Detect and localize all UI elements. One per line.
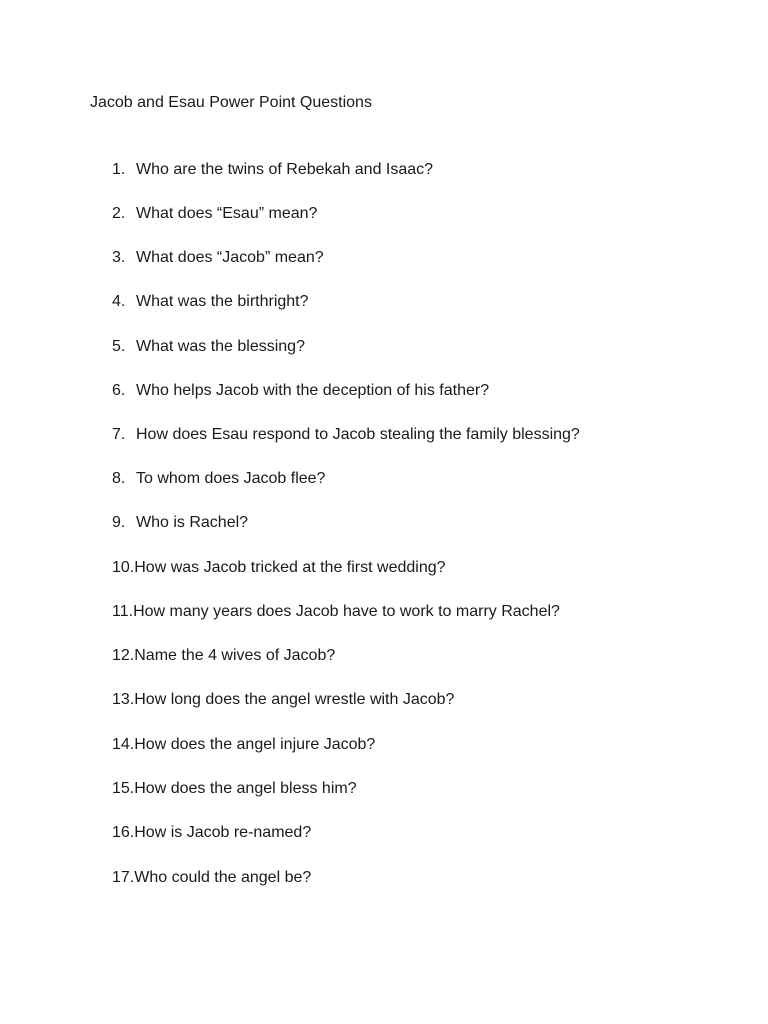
list-item — [112, 469, 325, 489]
list-item — [112, 425, 580, 445]
question-text: Name the 4 wives of Jacob? — [134, 647, 336, 664]
question-text: Who could the angel be? — [134, 869, 312, 886]
question-number: 14. — [112, 736, 135, 753]
question-text: What was the blessing? — [136, 338, 305, 355]
list-item — [112, 513, 248, 533]
question-number: 3. — [112, 249, 126, 266]
list-item — [112, 204, 317, 224]
question-text: How does the angel bless him? — [134, 780, 357, 797]
page-title: Jacob and Esau Power Point Questions — [90, 94, 372, 111]
question-text: Who are the twins of Rebekah and Isaac? — [136, 161, 434, 178]
question-number: 6. — [112, 382, 126, 399]
question-number: 4. — [112, 293, 126, 310]
list-item — [112, 160, 433, 180]
question-number: 11. — [112, 603, 134, 620]
question-number: 2. — [112, 205, 126, 222]
question-number: 8. — [112, 470, 126, 487]
question-text: Who is Rachel? — [136, 514, 249, 531]
question-text: How long does the angel wrestle with Jacob? — [134, 691, 455, 708]
question-number: 16. — [112, 824, 135, 841]
question-number: 13. — [112, 691, 135, 708]
question-number: 17. — [112, 869, 135, 886]
question-text: Who helps Jacob with the deception of his father? — [136, 382, 490, 399]
question-text: How many years does Jacob have to work to marry Rachel? — [133, 603, 560, 620]
list-item — [112, 868, 311, 888]
question-number: 12. — [112, 647, 135, 664]
list-item — [112, 823, 311, 843]
question-text: What does “Esau” mean? — [136, 205, 318, 222]
question-text: How does Esau respond to Jacob stealing the family blessing? — [136, 426, 580, 443]
list-item — [112, 690, 454, 710]
question-number: 5. — [112, 338, 126, 355]
list-item — [112, 248, 324, 268]
question-number: 10. — [112, 559, 135, 576]
list-item — [112, 381, 489, 401]
list-item — [112, 602, 560, 622]
question-text: How was Jacob tricked at the first wedding? — [134, 559, 446, 576]
question-text: What was the birthright? — [136, 293, 309, 310]
list-item — [112, 292, 309, 312]
list-item — [112, 779, 357, 799]
list-item — [112, 735, 375, 755]
question-number: 7. — [112, 426, 126, 443]
list-item — [112, 558, 446, 578]
question-number: 15. — [112, 780, 135, 797]
list-item — [112, 646, 335, 666]
question-number: 9. — [112, 514, 126, 531]
list-item — [112, 337, 305, 357]
question-text: How is Jacob re-named? — [134, 824, 312, 841]
question-text: What does “Jacob” mean? — [136, 249, 324, 266]
question-number: 1. — [112, 161, 126, 178]
question-text: How does the angel injure Jacob? — [134, 736, 376, 753]
question-text: To whom does Jacob flee? — [136, 470, 326, 487]
